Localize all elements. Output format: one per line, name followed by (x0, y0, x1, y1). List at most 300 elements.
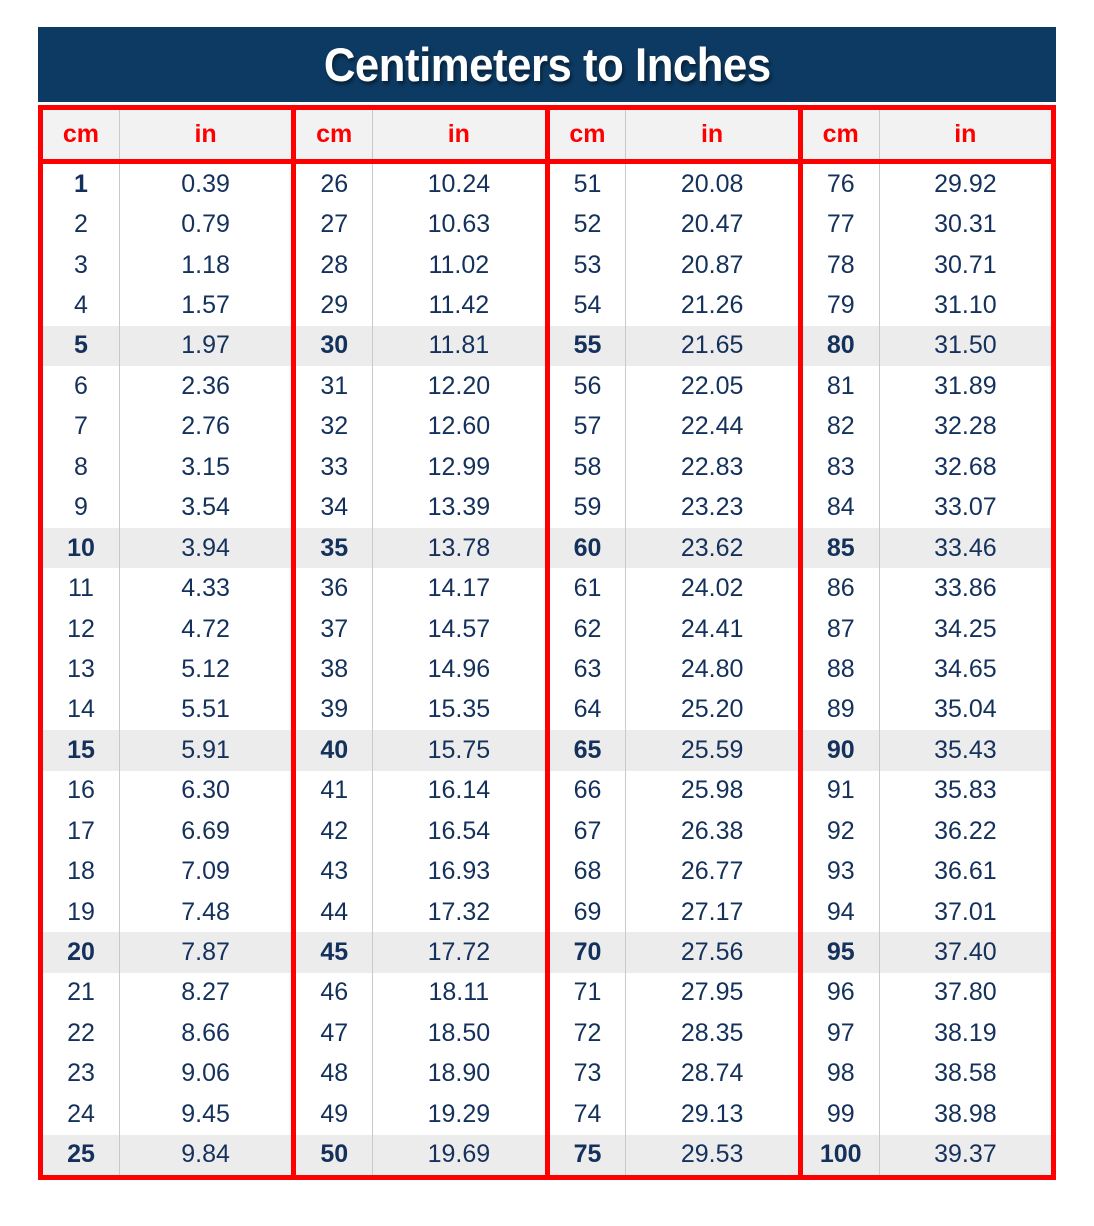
table-row (803, 245, 1051, 285)
cell-cm: 27 (296, 204, 373, 244)
table-row (43, 1013, 291, 1053)
table-row (43, 771, 291, 811)
cell-in: 23.23 (680, 493, 744, 522)
table-block (550, 110, 798, 1175)
table-row (550, 649, 798, 689)
table-row (550, 245, 798, 285)
table-row (550, 528, 798, 568)
table-row (296, 528, 544, 568)
cell-in: 15.35 (427, 695, 491, 724)
cell-cm: 58 (550, 447, 627, 487)
cell-in: 4.33 (181, 574, 230, 603)
cell-cm: 24 (43, 1094, 120, 1134)
cell-in: 11.02 (428, 250, 490, 279)
cell-in: 38.98 (934, 1099, 997, 1128)
cell-cm: 82 (803, 407, 880, 447)
column-header-cm: cm (803, 110, 880, 159)
table-row (803, 973, 1051, 1013)
cell-cm: 54 (550, 285, 627, 325)
table-block (803, 110, 1051, 1175)
table-row (43, 164, 291, 204)
cell-cm: 77 (803, 204, 880, 244)
cell-cm: 96 (803, 973, 880, 1013)
table-row (803, 447, 1051, 487)
cell-in: 30.31 (934, 210, 997, 239)
cell-in: 2.76 (181, 412, 230, 441)
cell-cm: 21 (43, 973, 120, 1013)
cell-in: 0.39 (181, 169, 230, 198)
table-row (43, 851, 291, 891)
cell-cm: 49 (296, 1094, 373, 1134)
cell-cm: 51 (550, 164, 627, 204)
cell-in: 37.40 (934, 938, 997, 967)
cell-cm: 43 (296, 851, 373, 891)
table-row (550, 851, 798, 891)
cell-cm: 44 (296, 892, 373, 932)
cell-cm: 40 (296, 730, 373, 770)
cell-in: 10.24 (427, 169, 491, 198)
cell-in: 1.97 (181, 331, 230, 360)
table-row (296, 649, 544, 689)
cell-in: 12.60 (427, 412, 491, 441)
table-row (803, 1054, 1051, 1094)
column-header-in: in (447, 120, 470, 148)
table-row (803, 771, 1051, 811)
table-row (550, 730, 798, 770)
column-header-in: in (194, 120, 217, 148)
cell-cm: 50 (296, 1135, 373, 1175)
cell-cm: 11 (43, 568, 120, 608)
cell-cm: 23 (43, 1054, 120, 1094)
table-row (550, 204, 798, 244)
column-header-cm: cm (43, 110, 120, 159)
cell-in: 3.94 (181, 533, 230, 562)
table-row (550, 164, 798, 204)
cell-cm: 79 (803, 285, 880, 325)
cell-cm: 20 (43, 932, 120, 972)
cell-cm: 18 (43, 851, 120, 891)
table-row (296, 851, 544, 891)
cell-cm: 45 (296, 932, 373, 972)
cell-cm: 37 (296, 609, 373, 649)
cell-in: 3.15 (181, 452, 230, 481)
table-row (43, 326, 291, 366)
table-row (550, 771, 798, 811)
cell-cm: 17 (43, 811, 120, 851)
cell-cm: 13 (43, 649, 120, 689)
table-row (296, 326, 544, 366)
cell-in: 1.57 (181, 291, 230, 320)
cell-cm: 38 (296, 649, 373, 689)
column-header-in: in (700, 120, 724, 148)
table-header-row (803, 110, 1051, 164)
cell-cm: 71 (550, 973, 627, 1013)
cell-in: 32.28 (934, 412, 997, 441)
cell-in: 39.37 (934, 1140, 997, 1169)
table-row (43, 447, 291, 487)
table-row (803, 730, 1051, 770)
cell-cm: 98 (803, 1054, 880, 1094)
cell-cm: 66 (550, 771, 627, 811)
title-banner (38, 27, 1056, 102)
table-row (803, 1135, 1051, 1175)
cell-cm: 57 (550, 407, 627, 447)
cell-in: 23.62 (680, 533, 744, 562)
table-row (43, 488, 291, 528)
cell-cm: 100 (803, 1135, 880, 1175)
cell-cm: 46 (296, 973, 373, 1013)
cell-in: 12.20 (427, 371, 491, 400)
cell-in: 20.87 (680, 250, 744, 279)
table-row (550, 932, 798, 972)
cell-cm: 56 (550, 366, 627, 406)
cell-cm: 89 (803, 690, 880, 730)
table-row (296, 730, 544, 770)
table-row (296, 811, 544, 851)
cell-cm: 99 (803, 1094, 880, 1134)
table-block (296, 110, 544, 1175)
cell-in: 38.19 (934, 1018, 997, 1047)
table-row (43, 366, 291, 406)
cell-cm: 73 (550, 1054, 627, 1094)
table-row (296, 1135, 544, 1175)
cell-in: 13.78 (427, 533, 491, 562)
cell-cm: 16 (43, 771, 120, 811)
conversion-table (38, 105, 1056, 1180)
cell-cm: 64 (550, 690, 627, 730)
cell-in: 21.65 (680, 331, 744, 360)
cell-in: 12.99 (427, 452, 491, 481)
cell-cm: 88 (803, 649, 880, 689)
cell-cm: 29 (296, 285, 373, 325)
cell-cm: 52 (550, 204, 627, 244)
table-row (803, 407, 1051, 447)
cell-cm: 92 (803, 811, 880, 851)
column-header-cm: cm (296, 110, 373, 159)
cell-cm: 5 (43, 326, 120, 366)
table-row (550, 1054, 798, 1094)
cell-cm: 65 (550, 730, 627, 770)
table-row (296, 609, 544, 649)
cell-cm: 78 (803, 245, 880, 285)
table-row (803, 1094, 1051, 1134)
cell-in: 34.25 (934, 614, 997, 643)
table-row (296, 568, 544, 608)
cell-cm: 3 (43, 245, 120, 285)
table-row (296, 771, 544, 811)
table-row (550, 366, 798, 406)
cell-in: 18.50 (427, 1018, 491, 1047)
cell-in: 18.90 (427, 1059, 491, 1088)
table-row (296, 245, 544, 285)
table-row (803, 811, 1051, 851)
cell-in: 31.10 (934, 291, 997, 320)
cell-in: 5.51 (181, 695, 230, 724)
table-body (43, 164, 291, 1175)
cell-in: 9.45 (181, 1099, 230, 1128)
table-row (296, 204, 544, 244)
cell-in: 9.84 (181, 1140, 230, 1169)
cell-cm: 25 (43, 1135, 120, 1175)
cell-cm: 28 (296, 245, 373, 285)
cell-in: 6.30 (181, 776, 230, 805)
cell-cm: 10 (43, 528, 120, 568)
cell-cm: 48 (296, 1054, 373, 1094)
cell-cm: 19 (43, 892, 120, 932)
cell-in: 2.36 (181, 371, 230, 400)
table-row (296, 1013, 544, 1053)
cell-in: 19.29 (427, 1099, 491, 1128)
table-row (550, 285, 798, 325)
cell-in: 25.20 (680, 695, 744, 724)
table-body (550, 164, 798, 1175)
table-row (803, 568, 1051, 608)
cell-cm: 30 (296, 326, 373, 366)
cell-in: 33.46 (934, 533, 997, 562)
cell-cm: 80 (803, 326, 880, 366)
cell-in: 27.17 (680, 897, 744, 926)
cell-cm: 34 (296, 488, 373, 528)
cell-in: 29.13 (680, 1099, 744, 1128)
table-row (803, 204, 1051, 244)
cell-in: 24.41 (680, 614, 744, 643)
table-row (296, 892, 544, 932)
table-row (550, 568, 798, 608)
cell-in: 37.01 (934, 897, 997, 926)
table-row (803, 609, 1051, 649)
cell-in: 9.06 (181, 1059, 230, 1088)
cell-cm: 7 (43, 407, 120, 447)
cell-cm: 31 (296, 366, 373, 406)
table-row (550, 609, 798, 649)
cell-cm: 95 (803, 932, 880, 972)
table-row (550, 690, 798, 730)
cell-cm: 41 (296, 771, 373, 811)
table-row (803, 851, 1051, 891)
table-row (803, 690, 1051, 730)
cell-in: 26.38 (680, 816, 744, 845)
cell-in: 13.39 (427, 493, 491, 522)
table-row (296, 447, 544, 487)
cell-cm: 70 (550, 932, 627, 972)
cell-in: 22.05 (680, 371, 744, 400)
cell-cm: 32 (296, 407, 373, 447)
table-row (550, 447, 798, 487)
cell-cm: 94 (803, 892, 880, 932)
table-row (803, 488, 1051, 528)
cell-cm: 59 (550, 488, 627, 528)
cell-in: 30.71 (934, 250, 997, 279)
table-row (43, 973, 291, 1013)
cell-cm: 22 (43, 1013, 120, 1053)
cell-in: 20.47 (680, 210, 744, 239)
cell-in: 10.63 (427, 210, 491, 239)
table-row (803, 164, 1051, 204)
cell-cm: 2 (43, 204, 120, 244)
cell-cm: 9 (43, 488, 120, 528)
cell-in: 36.61 (934, 857, 997, 886)
cell-in: 11.42 (428, 291, 490, 320)
table-header-row (550, 110, 798, 164)
cell-in: 31.89 (934, 371, 997, 400)
table-row (43, 730, 291, 770)
cell-in: 31.50 (934, 331, 997, 360)
cell-in: 4.72 (181, 614, 230, 643)
cell-cm: 75 (550, 1135, 627, 1175)
cell-in: 35.43 (934, 735, 997, 764)
cell-cm: 67 (550, 811, 627, 851)
cell-in: 14.96 (427, 654, 491, 683)
table-row (43, 1054, 291, 1094)
cell-cm: 61 (550, 568, 627, 608)
table-row (43, 1094, 291, 1134)
cell-in: 35.83 (934, 776, 997, 805)
cell-in: 17.72 (427, 938, 491, 967)
table-row (803, 892, 1051, 932)
cell-cm: 53 (550, 245, 627, 285)
cell-in: 21.26 (680, 291, 744, 320)
cell-cm: 76 (803, 164, 880, 204)
cell-in: 8.66 (181, 1018, 230, 1047)
cell-cm: 12 (43, 609, 120, 649)
cell-in: 5.12 (181, 654, 230, 683)
cell-in: 37.80 (934, 978, 997, 1007)
table-row (550, 811, 798, 851)
cell-in: 35.04 (934, 695, 997, 724)
cell-in: 33.86 (934, 574, 997, 603)
cell-cm: 47 (296, 1013, 373, 1053)
table-row (803, 285, 1051, 325)
table-row (43, 892, 291, 932)
table-row (803, 1013, 1051, 1053)
cell-in: 7.87 (181, 938, 230, 967)
table-row (550, 488, 798, 528)
table-row (296, 164, 544, 204)
cell-in: 5.91 (181, 735, 230, 764)
cell-in: 7.48 (181, 897, 230, 926)
cell-cm: 69 (550, 892, 627, 932)
cell-cm: 84 (803, 488, 880, 528)
table-row (296, 1054, 544, 1094)
cell-cm: 97 (803, 1013, 880, 1053)
cell-cm: 86 (803, 568, 880, 608)
cell-cm: 4 (43, 285, 120, 325)
cell-in: 36.22 (934, 816, 997, 845)
cell-cm: 85 (803, 528, 880, 568)
table-row (803, 932, 1051, 972)
table-row (550, 892, 798, 932)
table-row (550, 973, 798, 1013)
table-row (43, 528, 291, 568)
cell-in: 3.54 (181, 493, 230, 522)
cell-in: 17.32 (427, 897, 491, 926)
cell-cm: 26 (296, 164, 373, 204)
table-row (550, 407, 798, 447)
cell-cm: 72 (550, 1013, 627, 1053)
table-row (550, 1135, 798, 1175)
table-row (296, 932, 544, 972)
table-row (296, 1094, 544, 1134)
table-header-row (43, 110, 291, 164)
table-row (803, 528, 1051, 568)
table-body (803, 164, 1051, 1175)
cell-in: 16.14 (427, 776, 491, 805)
cell-in: 7.09 (181, 857, 230, 886)
cell-cm: 36 (296, 568, 373, 608)
cell-cm: 63 (550, 649, 627, 689)
cell-in: 27.95 (680, 978, 744, 1007)
table-row (550, 1013, 798, 1053)
cell-in: 15.75 (427, 735, 491, 764)
cell-cm: 83 (803, 447, 880, 487)
table-row (43, 649, 291, 689)
table-row (43, 1135, 291, 1175)
table-row (296, 488, 544, 528)
table-row (43, 245, 291, 285)
table-row (43, 568, 291, 608)
cell-cm: 60 (550, 528, 627, 568)
table-row (43, 407, 291, 447)
cell-in: 18.11 (428, 978, 490, 1007)
cell-cm: 81 (803, 366, 880, 406)
table-header-row (296, 110, 544, 164)
cell-in: 22.44 (680, 412, 744, 441)
table-body (296, 164, 544, 1175)
cell-cm: 74 (550, 1094, 627, 1134)
cell-in: 34.65 (934, 654, 997, 683)
table-row (550, 326, 798, 366)
cell-in: 0.79 (181, 210, 230, 239)
cell-in: 16.54 (427, 816, 491, 845)
cell-cm: 62 (550, 609, 627, 649)
cell-in: 25.59 (680, 735, 744, 764)
cell-in: 6.69 (181, 816, 230, 845)
cell-in: 38.58 (934, 1059, 997, 1088)
cell-cm: 35 (296, 528, 373, 568)
cell-in: 28.35 (680, 1018, 744, 1047)
table-row (803, 649, 1051, 689)
table-row (803, 326, 1051, 366)
cell-cm: 90 (803, 730, 880, 770)
table-row (43, 932, 291, 972)
table-row (43, 285, 291, 325)
cell-in: 25.98 (680, 776, 744, 805)
table-row (43, 811, 291, 851)
cell-cm: 14 (43, 690, 120, 730)
column-header-in: in (954, 120, 977, 148)
cell-in: 24.02 (680, 574, 744, 603)
cell-in: 16.93 (427, 857, 491, 886)
table-row (296, 407, 544, 447)
cell-in: 28.74 (680, 1059, 744, 1088)
cell-cm: 91 (803, 771, 880, 811)
cell-in: 33.07 (934, 493, 997, 522)
cell-cm: 8 (43, 447, 120, 487)
page-title: Centimeters to Inches (323, 38, 771, 91)
table-row (43, 204, 291, 244)
table-row (296, 690, 544, 730)
cell-in: 14.57 (427, 614, 491, 643)
table-row (803, 366, 1051, 406)
table-row (296, 285, 544, 325)
cell-in: 19.69 (427, 1140, 491, 1169)
cell-in: 20.08 (680, 169, 744, 198)
table-block (43, 110, 291, 1175)
table-row (296, 973, 544, 1013)
column-header-cm: cm (550, 110, 627, 159)
cell-in: 22.83 (680, 452, 744, 481)
table-row (296, 366, 544, 406)
